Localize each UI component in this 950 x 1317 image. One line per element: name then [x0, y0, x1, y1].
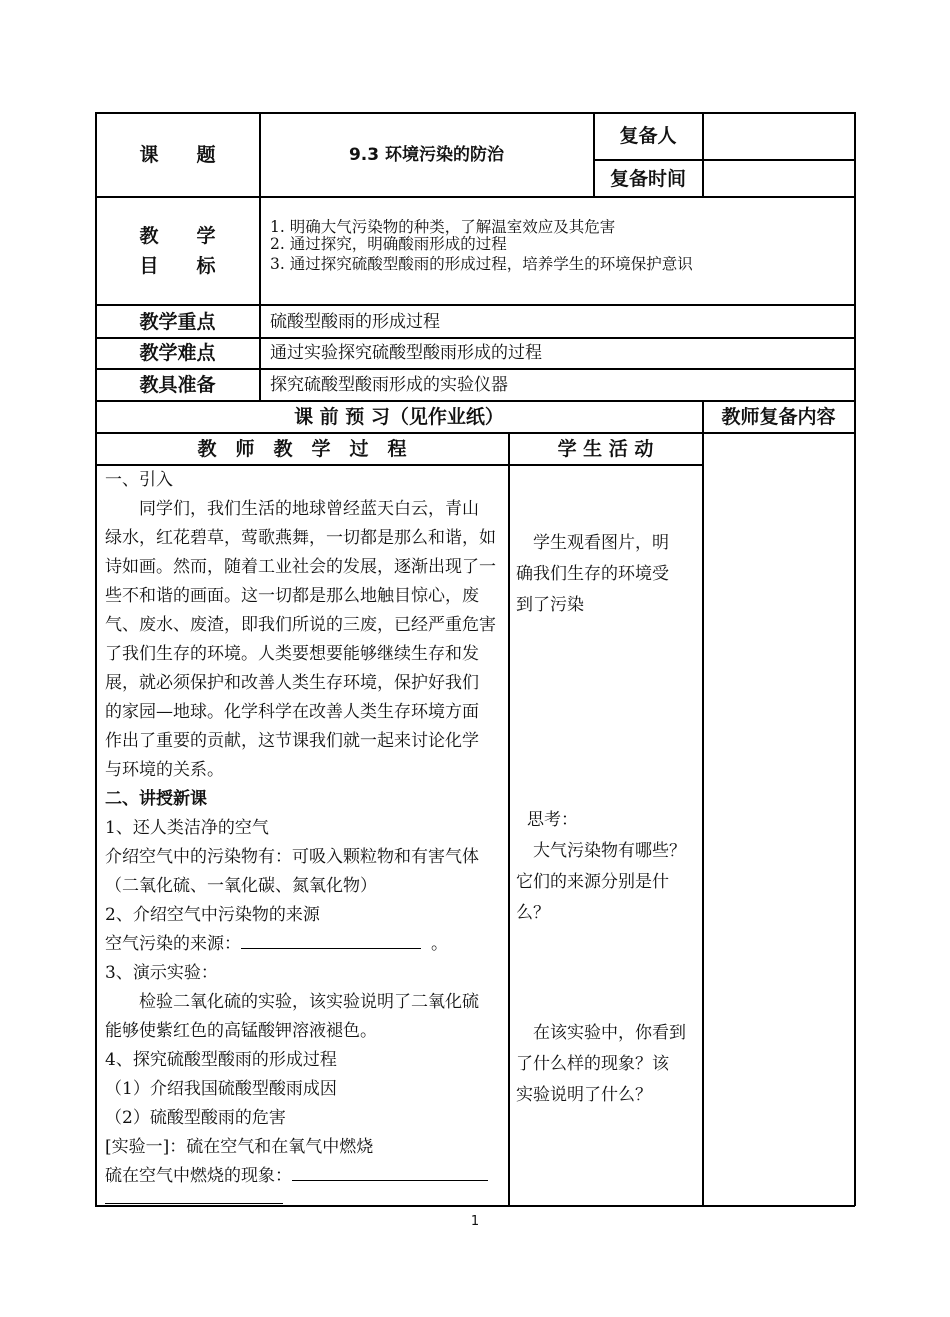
- process-line: 作出了重要的贡献，这节课我们就一起来讨论化学: [105, 731, 479, 751]
- sulfur-air-blank[interactable]: [292, 1164, 488, 1181]
- page-number: 1: [470, 1214, 480, 1229]
- objective-item: 3. 通过探究硫酸型酸雨的形成过程，培养学生的环境保护意识: [270, 255, 693, 273]
- table-border-top: [95, 112, 855, 114]
- activity-line: 么？: [516, 903, 550, 923]
- process-line: 展，就必须保护和改善人类生存环境，保护好我们: [105, 673, 479, 693]
- process-line: 的家园—地球。化学科学在改善人类生存环境方面: [105, 702, 479, 722]
- difficulty-value: 通过实验探究硫酸型酸雨形成的过程: [270, 343, 542, 363]
- sulfur-air-prompt: 硫在空气中燃烧的现象：: [105, 1166, 292, 1186]
- row-divider: [593, 159, 855, 161]
- process-line: （二氧化硫、一氧化碳、氮氧化物）: [105, 876, 377, 896]
- activity-line: 到了污染: [516, 595, 584, 615]
- activity-column-header: 学 生 活 动: [557, 438, 654, 460]
- materials-label: 教具准备: [139, 374, 216, 396]
- process-line: （1）介绍我国硫酸型酸雨成因: [105, 1079, 337, 1099]
- key-point-label: 教学重点: [139, 311, 216, 333]
- activity-line: 它们的来源分别是什: [516, 872, 669, 892]
- objectives-label-line1: 教 学: [139, 225, 216, 247]
- process-line: 同学们，我们生活的地球曾经蓝天白云，青山: [105, 499, 479, 519]
- preview-label: 课 前 预 习（见作业纸）: [294, 406, 504, 428]
- process-line: 3、演示实验：: [105, 963, 218, 983]
- continuation-blank[interactable]: [105, 1203, 283, 1204]
- process-line: [实验一]：硫在空气和在氧气中燃烧: [105, 1137, 374, 1157]
- materials-value: 探究硫酸型酸雨形成的实验仪器: [270, 375, 508, 395]
- process-line: 2、介绍空气中污染物的来源: [105, 905, 320, 925]
- process-line: 4、探究硫酸型酸雨的形成过程: [105, 1050, 337, 1070]
- row-divider: [95, 304, 855, 306]
- process-line: 检验二氧化硫的实验，该实验说明了二氧化硫: [105, 992, 479, 1012]
- col-divider: [702, 400, 704, 1206]
- pollution-source-line: [105, 930, 448, 959]
- table-border-bottom: [95, 1205, 855, 1207]
- activity-line: 学生观看图片，明: [516, 533, 669, 553]
- process-line: 1、还人类洁净的空气: [105, 818, 269, 838]
- row-divider: [95, 368, 855, 370]
- col-divider: [702, 112, 704, 196]
- process-line: 介绍空气中的污染物有：可吸入颗粒物和有害气体: [105, 847, 479, 867]
- topic-label: 课 题: [139, 144, 216, 166]
- row-divider: [95, 432, 855, 434]
- process-line: 些不和谐的画面。这一切都是那么地触目惊心，废: [105, 586, 479, 606]
- objective-item: 2. 通过探究，明确酸雨形成的过程: [270, 235, 507, 253]
- table-border-right: [854, 112, 856, 1206]
- process-line: 一、引入: [105, 470, 173, 490]
- row-divider: [95, 464, 703, 466]
- process-column-header: 教 师 教 学 过 程: [197, 438, 407, 460]
- sulfur-air-line: [105, 1162, 488, 1191]
- difficulty-label: 教学难点: [139, 342, 216, 364]
- reviewer-label: 复备人: [619, 125, 677, 147]
- process-line: 诗如画。然而，随着工业社会的发展，逐渐出现了一: [105, 557, 496, 577]
- section-heading: 二、讲授新课: [105, 789, 207, 809]
- process-line: （2）硫酸型酸雨的危害: [105, 1108, 286, 1128]
- activity-line: 了什么样的现象？该: [516, 1054, 669, 1074]
- col-divider: [508, 432, 510, 1206]
- activity-line: 确我们生存的环境受: [516, 564, 669, 584]
- pollution-source-prompt: 空气污染的来源：: [105, 934, 241, 954]
- key-point-value: 硫酸型酸雨的形成过程: [270, 312, 440, 332]
- teacher-review-header: 教师复备内容: [721, 406, 836, 428]
- process-line: 能够使紫红色的高锰酸钾溶液褪色。: [105, 1021, 377, 1041]
- row-divider: [95, 400, 855, 402]
- row-divider: [95, 196, 855, 198]
- review-time-label: 复备时间: [609, 168, 686, 190]
- process-line: 了我们生存的环境。人类要想要能够继续生存和发: [105, 644, 479, 664]
- objective-item: 1. 明确大气污染物的种类，了解温室效应及其危害: [270, 218, 616, 236]
- activity-line: 思考：: [527, 810, 578, 830]
- pollution-source-blank[interactable]: [241, 932, 421, 949]
- process-line: 气、废水、废渣，即我们所说的三废，已经严重危害: [105, 615, 496, 635]
- activity-line: 在该实验中，你看到: [516, 1023, 686, 1043]
- process-line: 绿水，红花碧草，莺歌燕舞，一切都是那么和谐，如: [105, 528, 496, 548]
- topic-value: 9.3 环境污染的防治: [348, 145, 505, 165]
- pollution-source-suffix: 。: [431, 934, 448, 954]
- activity-line: 大气污染物有哪些？: [516, 841, 686, 861]
- activity-line: 实验说明了什么？: [516, 1085, 652, 1105]
- process-line: 与环境的关系。: [105, 760, 224, 780]
- objectives-label-line2: 目 标: [139, 255, 216, 277]
